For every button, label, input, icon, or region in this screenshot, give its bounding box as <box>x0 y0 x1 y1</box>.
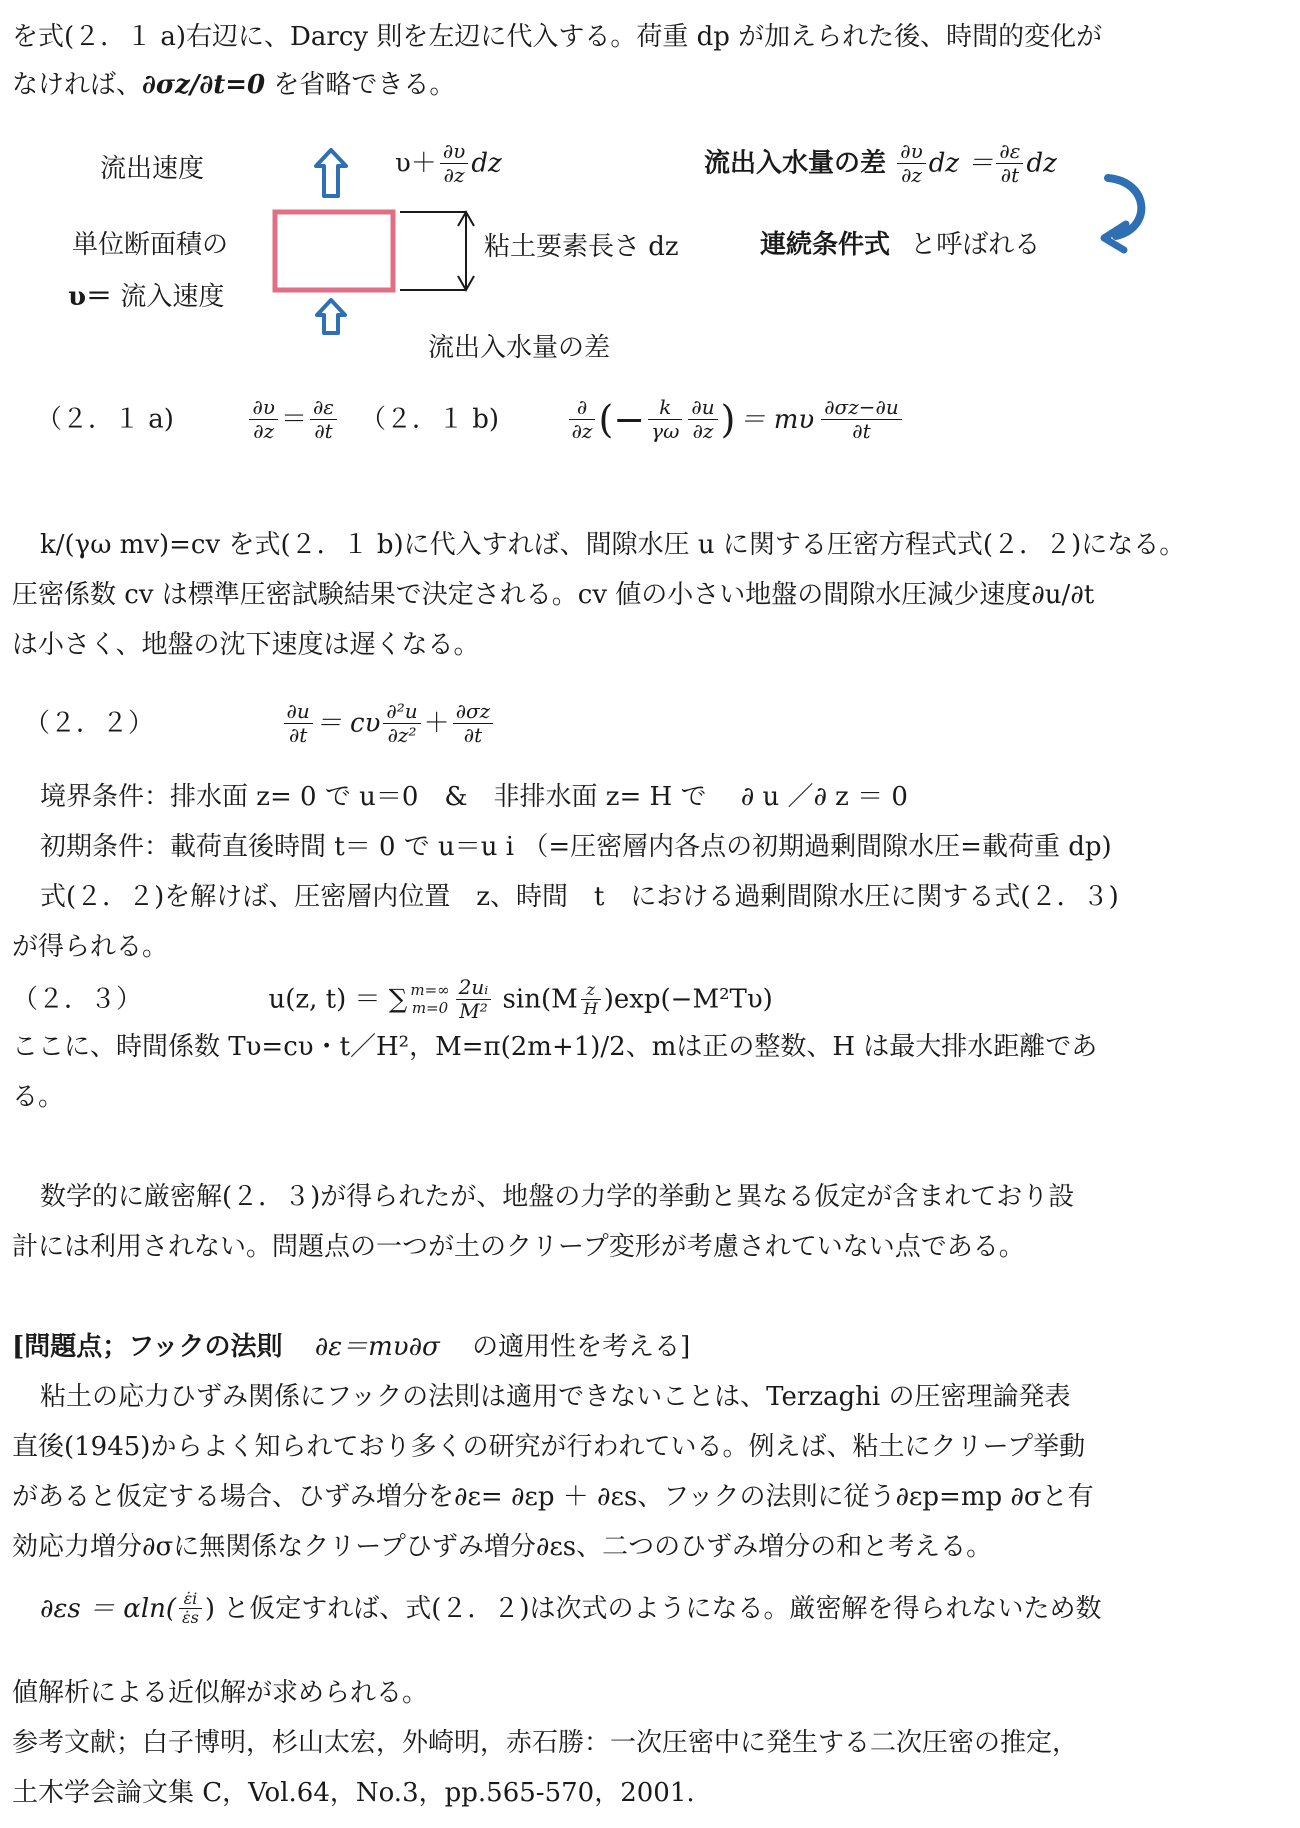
eq-2-1b-u-den: ∂z <box>692 419 714 443</box>
eq-2-1b-r-den: ∂t <box>852 419 871 443</box>
para2-line-2: る。 <box>12 1082 65 1112</box>
eq-2-2-c-den: ∂z² <box>387 723 417 747</box>
out-frac <box>440 140 469 187</box>
eq-2-3-lhs: u(z, t) ＝ ∑ <box>268 984 408 1015</box>
eq-2-2-mid: ＝ cυ <box>315 708 381 739</box>
eq-2-2-r-den: ∂t <box>463 723 483 747</box>
para3-line-2: 計には利用されない。問題点の一つが土のクリープ変形が考慮されていない点である。 <box>12 1232 1025 1262</box>
eq-2-1a-den2: ∂t <box>314 419 333 443</box>
problem-heading <box>12 1334 690 1360</box>
creep-line <box>40 1590 1102 1628</box>
eq-2-1a <box>36 396 340 443</box>
eq-2-1a-frac1 <box>249 396 278 443</box>
eq-2-2 <box>24 700 496 747</box>
eq-2-3-sum-top: m=∞ <box>410 981 450 1000</box>
eq-2-1b-d-num: ∂ <box>569 396 596 420</box>
outflow-speed-label: 流出速度 <box>100 154 205 184</box>
eq-2-1b-d-den: ∂z <box>571 419 593 443</box>
initial-condition: 初期条件：載荷直後時間 t＝ 0 で u＝u i （=圧密層内各点の初期過剰間隙水圧=載荷重 dp) <box>40 832 1112 862</box>
eq-2-1b <box>360 396 905 443</box>
para3-line-1: 数学的に厳密解(２．３)が得られたが、地盤の力学的挙動と異なる仮定が含まれており設 <box>40 1182 1075 1212</box>
creep-frac-den: ε̇s <box>182 1608 199 1628</box>
eq-2-1b-r <box>821 396 902 443</box>
eq-2-1b-lparen: (− <box>598 397 646 442</box>
v-label: υ＝ <box>68 282 113 312</box>
eq-2-2-r-num: ∂σz <box>453 700 494 724</box>
eq-2-2-r <box>453 700 494 747</box>
diff-title: 流出入水量の差 <box>704 148 887 179</box>
eq-2-2-l-den: ∂t <box>288 723 308 747</box>
eq-2-1b-u-num: ∂u <box>688 396 717 420</box>
creep-frac <box>179 1590 202 1628</box>
eq-2-1b-eq: ＝ mυ <box>739 404 815 435</box>
eq-2-2-c-num: ∂²u <box>383 700 420 724</box>
creep-line-2: 値解析による近似解が求められる。 <box>12 1678 429 1708</box>
cont-end: dz <box>1026 148 1057 179</box>
eq-2-2-c <box>383 700 420 747</box>
eq-2-1b-k-num: k <box>648 396 682 420</box>
eq-2-2-label: （２．２） <box>24 708 155 739</box>
creep-lhs: ∂εs ＝ αln( <box>40 1593 177 1624</box>
solve-line-2: が得られる。 <box>12 932 169 962</box>
problem-heading-a: [問題点；フックの法則 <box>12 1332 283 1362</box>
eq-2-1a-den1: ∂z <box>253 419 275 443</box>
eq-2-2-lhs <box>284 700 313 747</box>
cont-mid: dz ＝ <box>928 148 994 179</box>
eq-2-3-sin: sin(M <box>494 984 578 1015</box>
outflow-expression <box>395 140 502 187</box>
eq-2-3 <box>12 976 773 1023</box>
eq-2-1a-label: （２．１ a) <box>36 404 174 435</box>
intro-line-2b: ∂σz/∂t=0 <box>142 70 266 100</box>
intro-line-1: を式(２．１ a)右辺に、Darcy 則を左辺に代入する。荷重 dp が加えられた後、時間的変化が <box>12 22 1103 52</box>
eq-2-1b-k-den: γω <box>651 419 680 443</box>
up-arrow-top-icon <box>316 150 346 196</box>
eq-2-3-sum-bot: m=0 <box>411 998 449 1017</box>
para2-line-1: ここに、時間係数 Tυ=cυ・t／H²，M=π(2m+1)/2、mは正の整数、H は最大排水距離であ <box>12 1032 1098 1062</box>
boundary-condition: 境界条件：排水面 z= 0 で u＝0 & 非排水面 z= H で ∂ u ／∂ z ＝ 0 <box>40 782 908 812</box>
eq-2-2-plus: ＋ <box>423 708 450 739</box>
cont-frac2-num: ∂ε <box>996 140 1023 164</box>
para1-line-2: 圧密係数 cv は標準圧密試験結果で決定される。cv 値の小さい地盤の間隙水圧減少速度∂u/∂t <box>12 580 1095 610</box>
cont-frac2-den: ∂t <box>1000 163 1020 187</box>
eq-2-1b-label: （２．１ b) <box>360 404 500 435</box>
cont-frac-1 <box>897 140 926 187</box>
problem-line-4: 効応力増分∂σに無関係なクリープひずみ増分∂εs、二つのひずみ増分の和と考える。 <box>12 1532 993 1562</box>
eq-2-1b-rparen: ) <box>720 397 736 442</box>
reference-line-1: 参考文献；白子博明，杉山太宏，外崎明，赤石勝：一次圧密中に発生する二次圧密の推定， <box>12 1728 1079 1758</box>
para1-line-3: は小さく、地盤の沈下速度は遅くなる。 <box>12 630 480 660</box>
creep-rhs: ) と仮定すれば、式(２．２)は次式のようになる。厳密解を得られないため数 <box>204 1593 1102 1624</box>
eq-2-3-frac-num: 2uᵢ <box>456 976 492 1000</box>
up-arrow-bottom-icon <box>317 300 345 333</box>
out-frac-den: ∂z <box>443 163 465 187</box>
diff-bottom-label: 流出入水量の差 <box>428 333 611 363</box>
eq-2-1a-num2: ∂ε <box>310 396 337 420</box>
eq-2-2-l-num: ∂u <box>284 700 313 724</box>
eq-2-3-frac-den: M² <box>459 999 488 1023</box>
out-frac-num: ∂υ <box>440 140 469 164</box>
continuity-expression <box>704 140 1057 187</box>
inflow-speed-text: 流入速度 <box>120 282 225 312</box>
problem-line-2: 直後(1945)からよく知られており多くの研究が行われている。例えば、粘土にクリープ挙動 <box>12 1432 1086 1462</box>
eq-2-3-frac <box>456 976 492 1023</box>
eq-2-3-zf-den: H <box>583 999 598 1018</box>
cont-frac1-den: ∂z <box>901 163 922 187</box>
eq-2-3-label: （２．３） <box>12 984 143 1015</box>
cont-frac-2 <box>996 140 1023 187</box>
eq-2-1b-d <box>569 396 596 443</box>
eq-2-3-exp: )exp(−M²Tυ) <box>603 984 773 1015</box>
eq-2-1a-eq: ＝ <box>280 404 307 435</box>
intro-line-2a: なければ、 <box>12 70 143 100</box>
creep-frac-num: ε̇i <box>179 1590 202 1609</box>
eq-2-3-sum-limits <box>410 982 449 1017</box>
eq-2-1a-frac2 <box>310 396 337 443</box>
solve-line-1: 式(２．２)を解けば、圧密層内位置 z、時間 t における過剰間隙水圧に関する式(２．３) <box>40 882 1119 912</box>
problem-line-3: があると仮定する場合、ひずみ増分を∂ε= ∂εp ＋ ∂εs、フックの法則に従う∂εp=mp ∂σと有 <box>12 1482 1094 1512</box>
problem-heading-c: の適用性を考える] <box>472 1332 691 1362</box>
called-label: と呼ばれる <box>910 230 1041 260</box>
cont-frac1-num: ∂υ <box>897 140 926 164</box>
continuity-term: 連続条件式 <box>760 230 891 260</box>
out-expr-prefix: υ＋ <box>395 148 437 179</box>
reference-line-2: 土木学会論文集 C，Vol.64，No.3，pp.565-570，2001. <box>12 1778 695 1808</box>
element-length-label: 粘土要素長さ dz <box>484 232 679 262</box>
eq-2-1b-r-num: ∂σz−∂u <box>821 396 902 420</box>
out-suffix: dz <box>471 148 502 179</box>
eq-2-1a-num1: ∂υ <box>249 396 278 420</box>
eq-2-3-zf-num: z <box>581 981 601 1000</box>
problem-line-1: 粘土の応力ひずみ関係にフックの法則は適用できないことは、Terzaghi の圧密理論発表 <box>40 1382 1071 1412</box>
intro-line-2c: を省略できる。 <box>265 70 456 100</box>
diagram-graphics <box>0 0 1300 363</box>
continuity-label <box>760 232 1040 258</box>
clay-element-box <box>275 212 393 290</box>
eq-2-1b-u <box>688 396 717 443</box>
eq-2-3-zf <box>581 981 601 1019</box>
eq-2-1b-k <box>648 396 682 443</box>
unit-area-label: 単位断面積の <box>72 230 229 260</box>
problem-heading-b: ∂ε＝mυ∂σ <box>314 1332 440 1362</box>
para1-line-1: k/(γω mv)=cv を式(２．１ b)に代入すれば、間隙水圧 u に関する圧密方程式式(２．２)になる。 <box>40 530 1186 560</box>
